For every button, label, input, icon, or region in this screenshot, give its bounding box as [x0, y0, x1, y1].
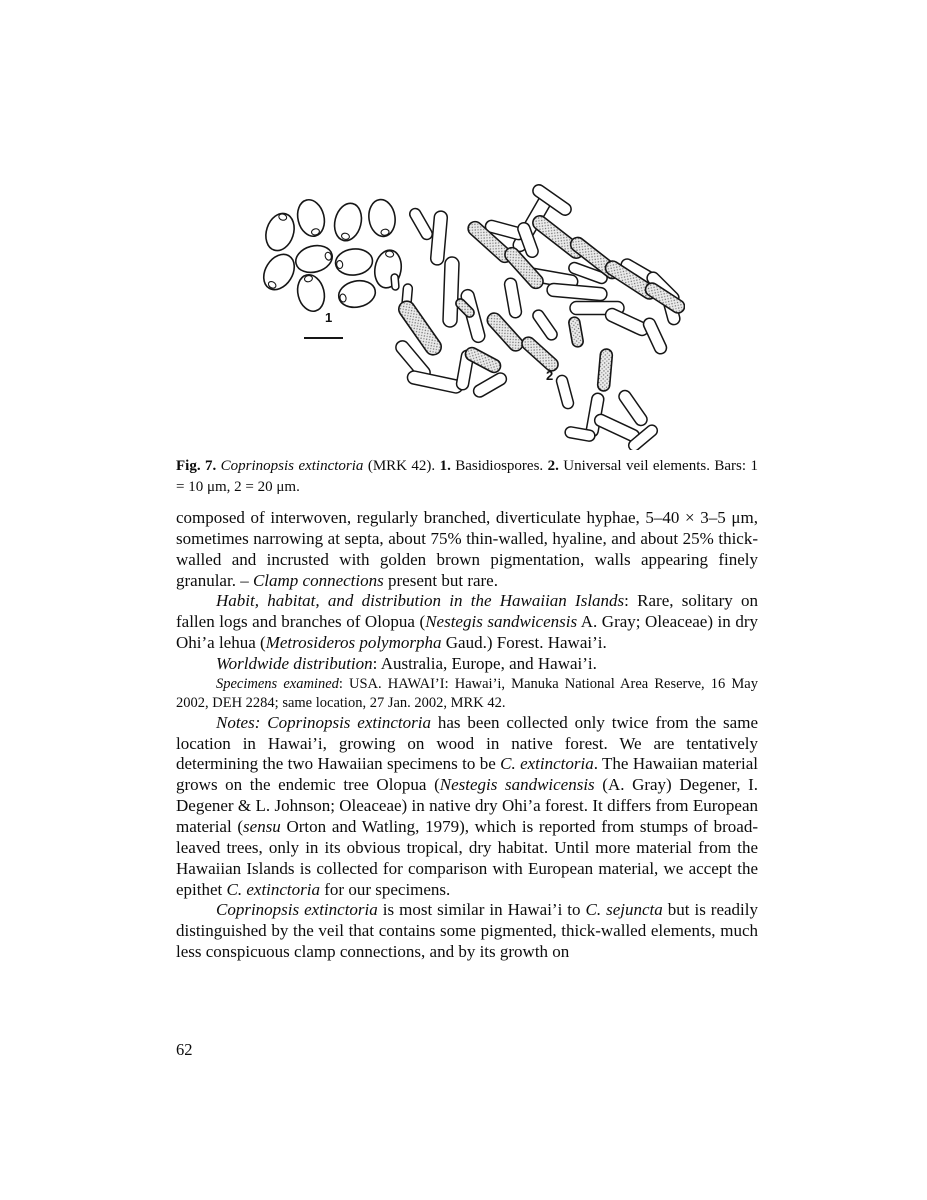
text-segment: A. Gray; Oleaceae) in dry Ohi’a lehua ( — [176, 612, 758, 653]
text-segment: Habit, habitat, and distribution in the Hawaiian Islands — [216, 591, 625, 611]
paragraph-habit-habitat — [176, 591, 758, 654]
text-segment: C. extinctoria — [500, 754, 594, 774]
text-segment: : USA. HAWAI’I: Hawai’i, Manuka National Area Reserve, 16 May 2002, DEH 2284; same location, 27 Jan. 2002, MRK 42. — [176, 675, 758, 711]
paragraph-comparison — [176, 900, 758, 963]
text-segment: Orton and Watling, 1979), which is reported from stumps of broad-leaved trees, only in its obvious tropical, dry habitat. Until more material from the Hawaiian Islands is collected for comparison with European material, we accept the epithet — [176, 816, 758, 899]
text-segment: . The Hawaiian material grows on the endemic tree Olopua ( — [176, 754, 759, 795]
text-segment: Universal veil elements. Bars: 1 = 10 μm, 2 = 20 μm. — [176, 458, 758, 495]
text-segment: C. sejuncta — [585, 900, 663, 920]
text-segment: Coprinopsis extinctoria — [216, 900, 378, 920]
basidiospores-drawing — [257, 197, 404, 314]
text-segment: Worldwide distribution — [216, 653, 373, 673]
paragraph-notes — [176, 713, 758, 901]
text-segment: Notes: Coprinopsis extinctoria — [216, 712, 431, 732]
text-segment: Basidiospores. — [450, 458, 548, 474]
text-segment: sensu — [243, 816, 281, 836]
text-segment: Fig. 7. — [176, 458, 221, 474]
paragraph-specimens-examined — [176, 675, 758, 713]
text-segment: 2. — [547, 458, 559, 474]
paragraph-worldwide-distribution — [176, 654, 758, 675]
figure-7 — [243, 180, 685, 450]
text-segment: Clamp connections — [252, 570, 384, 590]
text-segment: present but rare. — [383, 570, 498, 590]
text-segment: is most similar in Hawai’i to — [377, 900, 586, 920]
text-segment: Specimens examined — [216, 675, 339, 692]
text-segment: but is readily distinguished by the veil that contains some pigmented, thick-walled elements, much less conspicuous clamp connections, and by its growth on — [176, 900, 758, 962]
paragraph-description — [176, 508, 758, 591]
text-segment: Metrosideros polymorpha — [265, 633, 442, 653]
figure-label-1: 1 — [325, 310, 333, 325]
figure-label-2: 2 — [546, 368, 554, 383]
text-segment: (MRK 42). — [363, 458, 440, 474]
figure-7-illustration — [243, 180, 685, 450]
text-segment: 1. — [439, 458, 451, 474]
text-segment: has been collected only twice from the same location in Hawai’i, growing on wood in native forest. We are tentatively determining the two Hawaiian specimens to be — [176, 712, 758, 774]
text-segment: Nestegis sandwicensis — [425, 612, 578, 632]
text-segment: Coprinopsis extinctoria — [220, 458, 364, 474]
text-segment: (A. Gray) Degener, I. Degener & L. Johnson; Oleaceae) in native dry Ohi’a forest. It differs from European material ( — [176, 775, 758, 836]
text-segment: : Rare, solitary on fallen logs and branches of Olopua ( — [176, 591, 758, 632]
text-segment: composed of interwoven, regularly branched, diverticulate hyphae, 5–40 × 3–5 μm, sometimes narrowing at septa, about 75% thin-walled, hyaline, and about 25% thick-walled and incrusted with golden brown pigmentation, walls appearing finely granular. – — [176, 508, 758, 590]
text-segment: C. extinctoria — [226, 879, 320, 899]
page-number: 62 — [176, 1040, 193, 1059]
text-segment: for our specimens. — [320, 879, 451, 899]
text-segment: Nestegis sandwicensis — [439, 775, 595, 795]
text-segment: : Australia, Europe, and Hawai’i. — [372, 653, 597, 673]
text-segment: Gaud.) Forest. Hawai’i. — [441, 633, 607, 653]
body-text — [176, 508, 758, 963]
figure-caption — [176, 456, 758, 498]
